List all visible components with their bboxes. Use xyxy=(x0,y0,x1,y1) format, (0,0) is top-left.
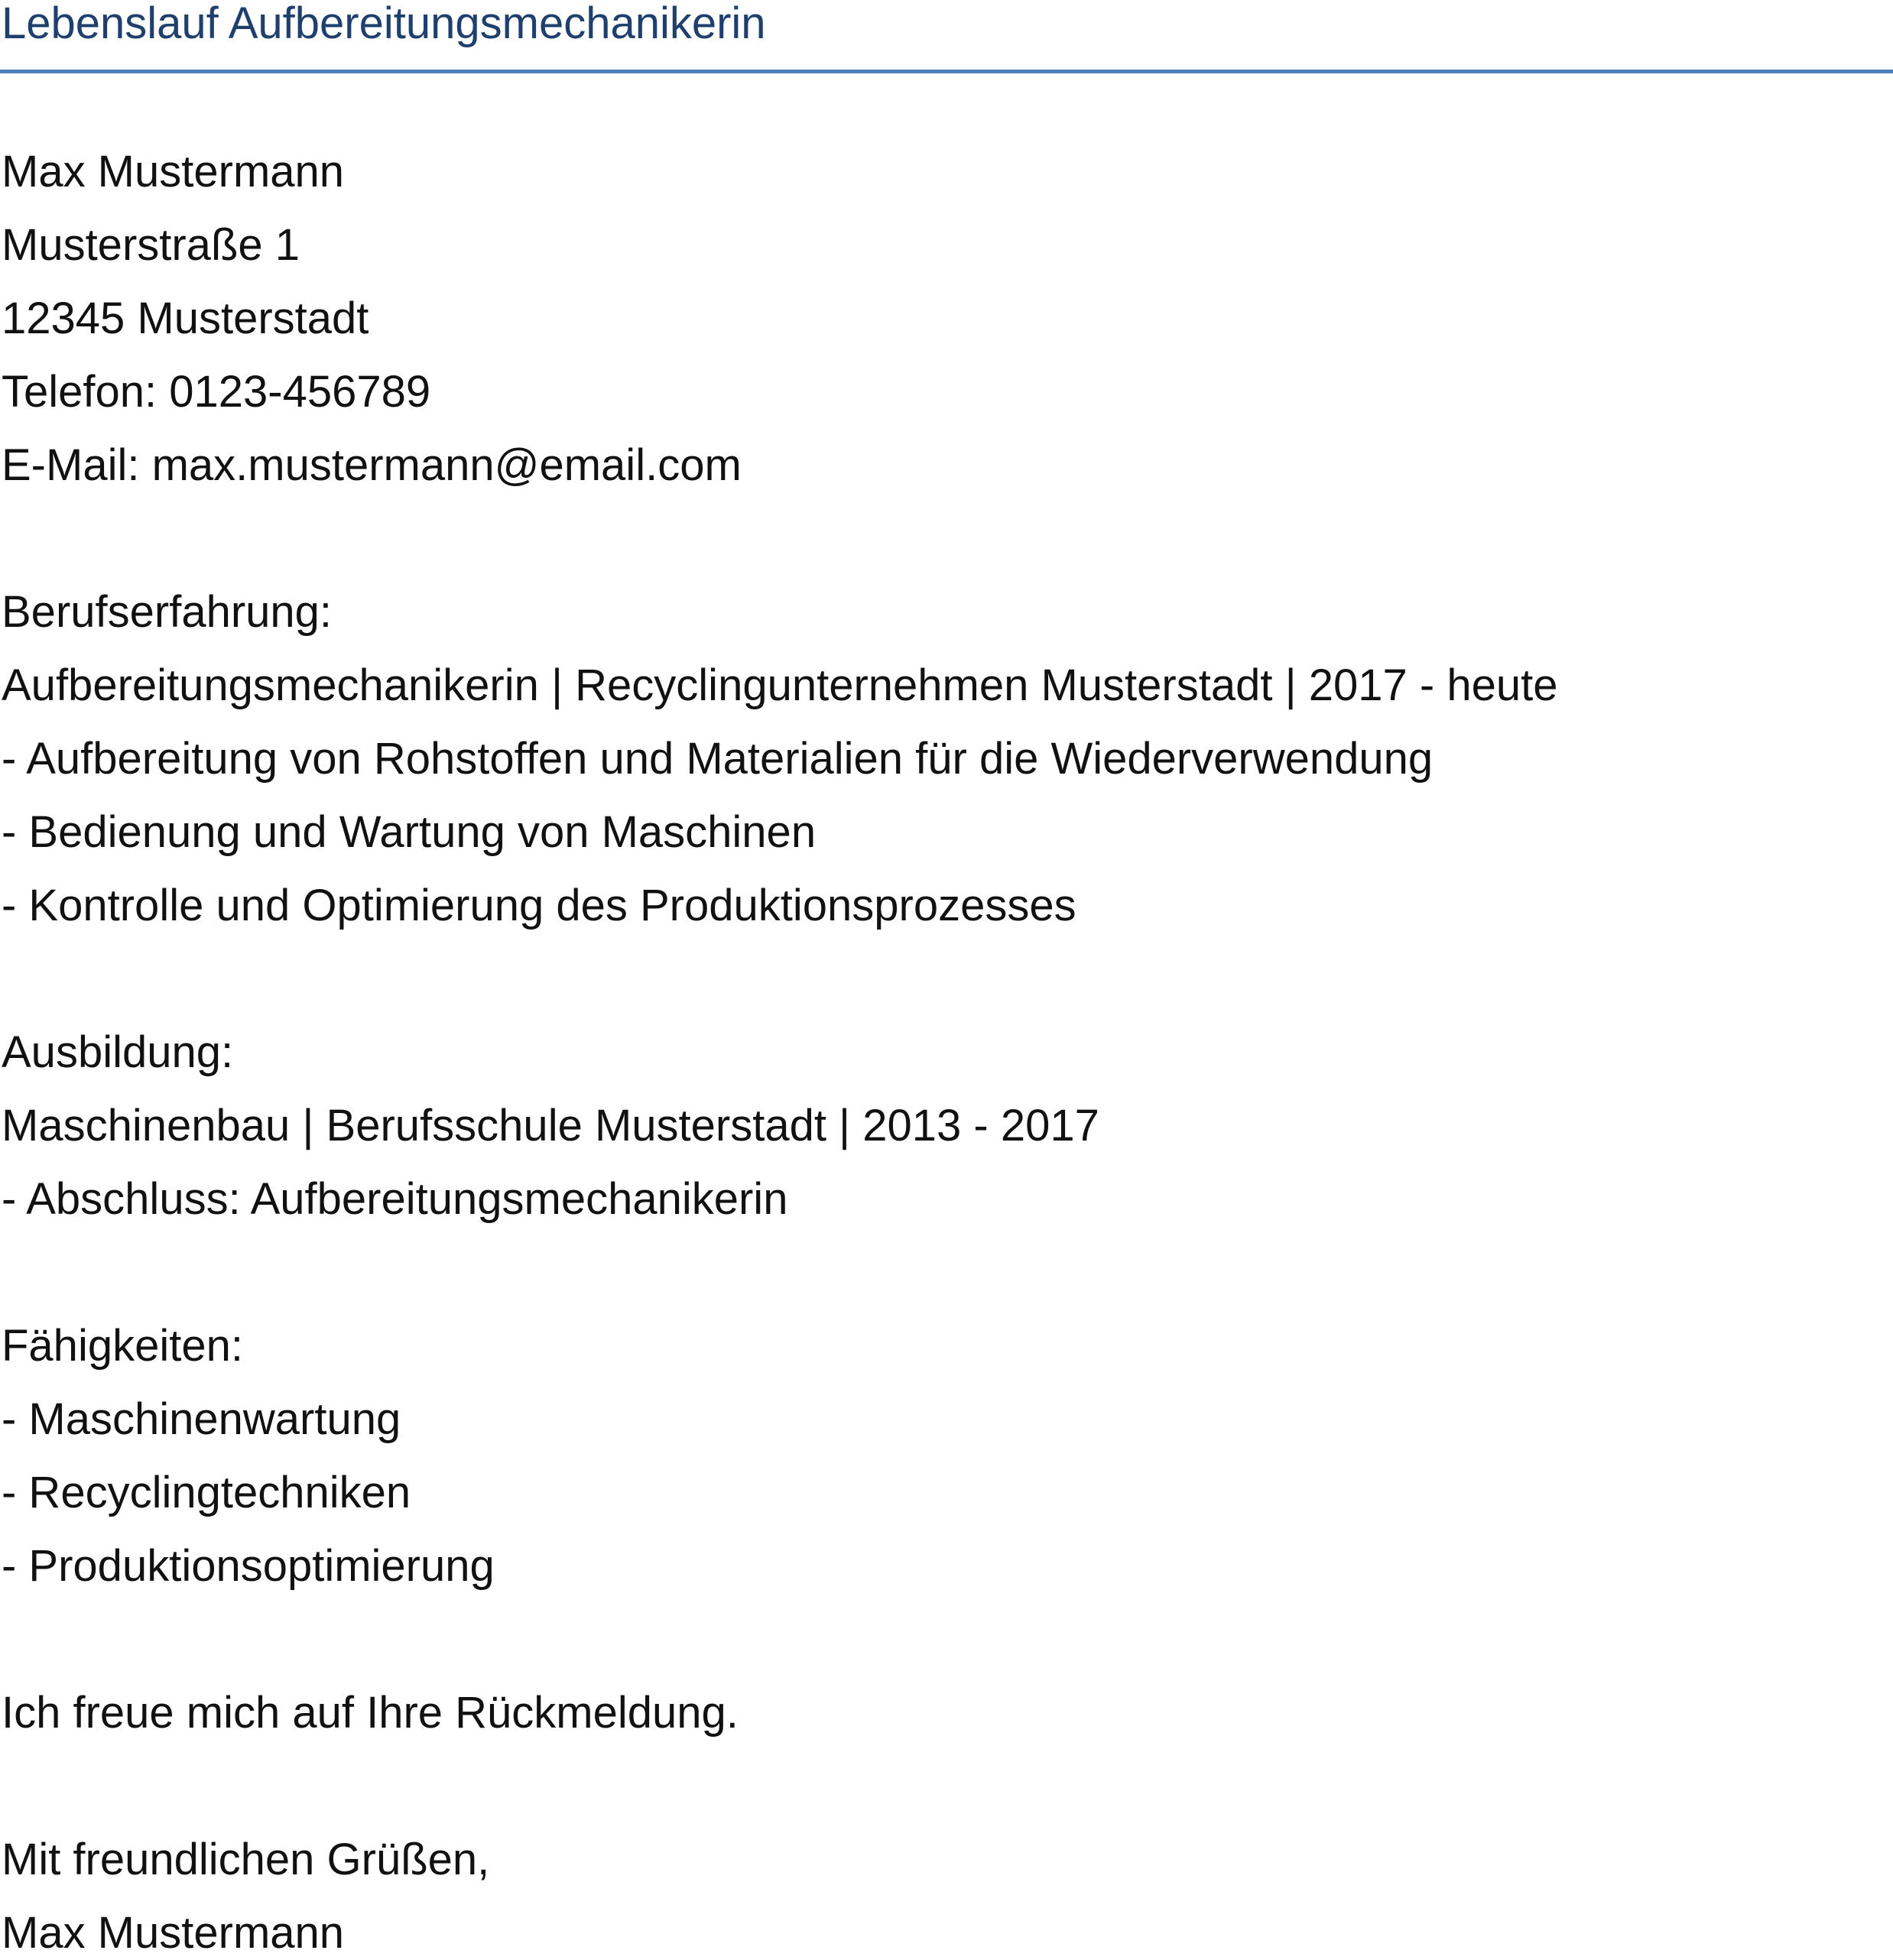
contact-phone: Telefon: 0123-456789 xyxy=(2,367,431,417)
skills-heading: Fähigkeiten: xyxy=(2,1321,243,1371)
document-title: Lebenslauf Aufbereitungsmechanikerin xyxy=(2,0,766,48)
closing-signature: Max Mustermann xyxy=(2,1908,345,1958)
skills-bullet: - Produktionsoptimierung xyxy=(2,1541,495,1591)
contact-street: Musterstraße 1 xyxy=(2,220,300,270)
closing-text: Ich freue mich auf Ihre Rückmeldung. xyxy=(2,1688,739,1738)
experience-bullet: - Kontrolle und Optimierung des Produktionsprozesses xyxy=(2,881,1076,930)
title-divider xyxy=(0,70,1893,73)
experience-heading: Berufserfahrung: xyxy=(2,587,333,637)
experience-bullet: - Bedienung und Wartung von Maschinen xyxy=(2,807,817,857)
education-entry: Maschinenbau | Berufsschule Musterstadt | 2013 - 2017 xyxy=(2,1101,1099,1150)
contact-city: 12345 Musterstadt xyxy=(2,294,369,343)
contact-name: Max Mustermann xyxy=(2,147,345,196)
education-bullet: - Abschluss: Aufbereitungsmechanikerin xyxy=(2,1174,788,1224)
skills-bullet: - Recyclingtechniken xyxy=(2,1468,411,1517)
experience-position: Aufbereitungsmechanikerin | Recyclingunternehmen Musterstadt | 2017 - heute xyxy=(2,660,1558,710)
contact-email: E-Mail: max.mustermann@email.com xyxy=(2,440,742,490)
closing-salutation: Mit freundlichen Grüßen, xyxy=(2,1835,490,1884)
skills-bullet: - Maschinenwartung xyxy=(2,1394,401,1444)
experience-bullet: - Aufbereitung von Rohstoffen und Materialien für die Wiederverwendung xyxy=(2,734,1434,784)
education-heading: Ausbildung: xyxy=(2,1027,234,1077)
